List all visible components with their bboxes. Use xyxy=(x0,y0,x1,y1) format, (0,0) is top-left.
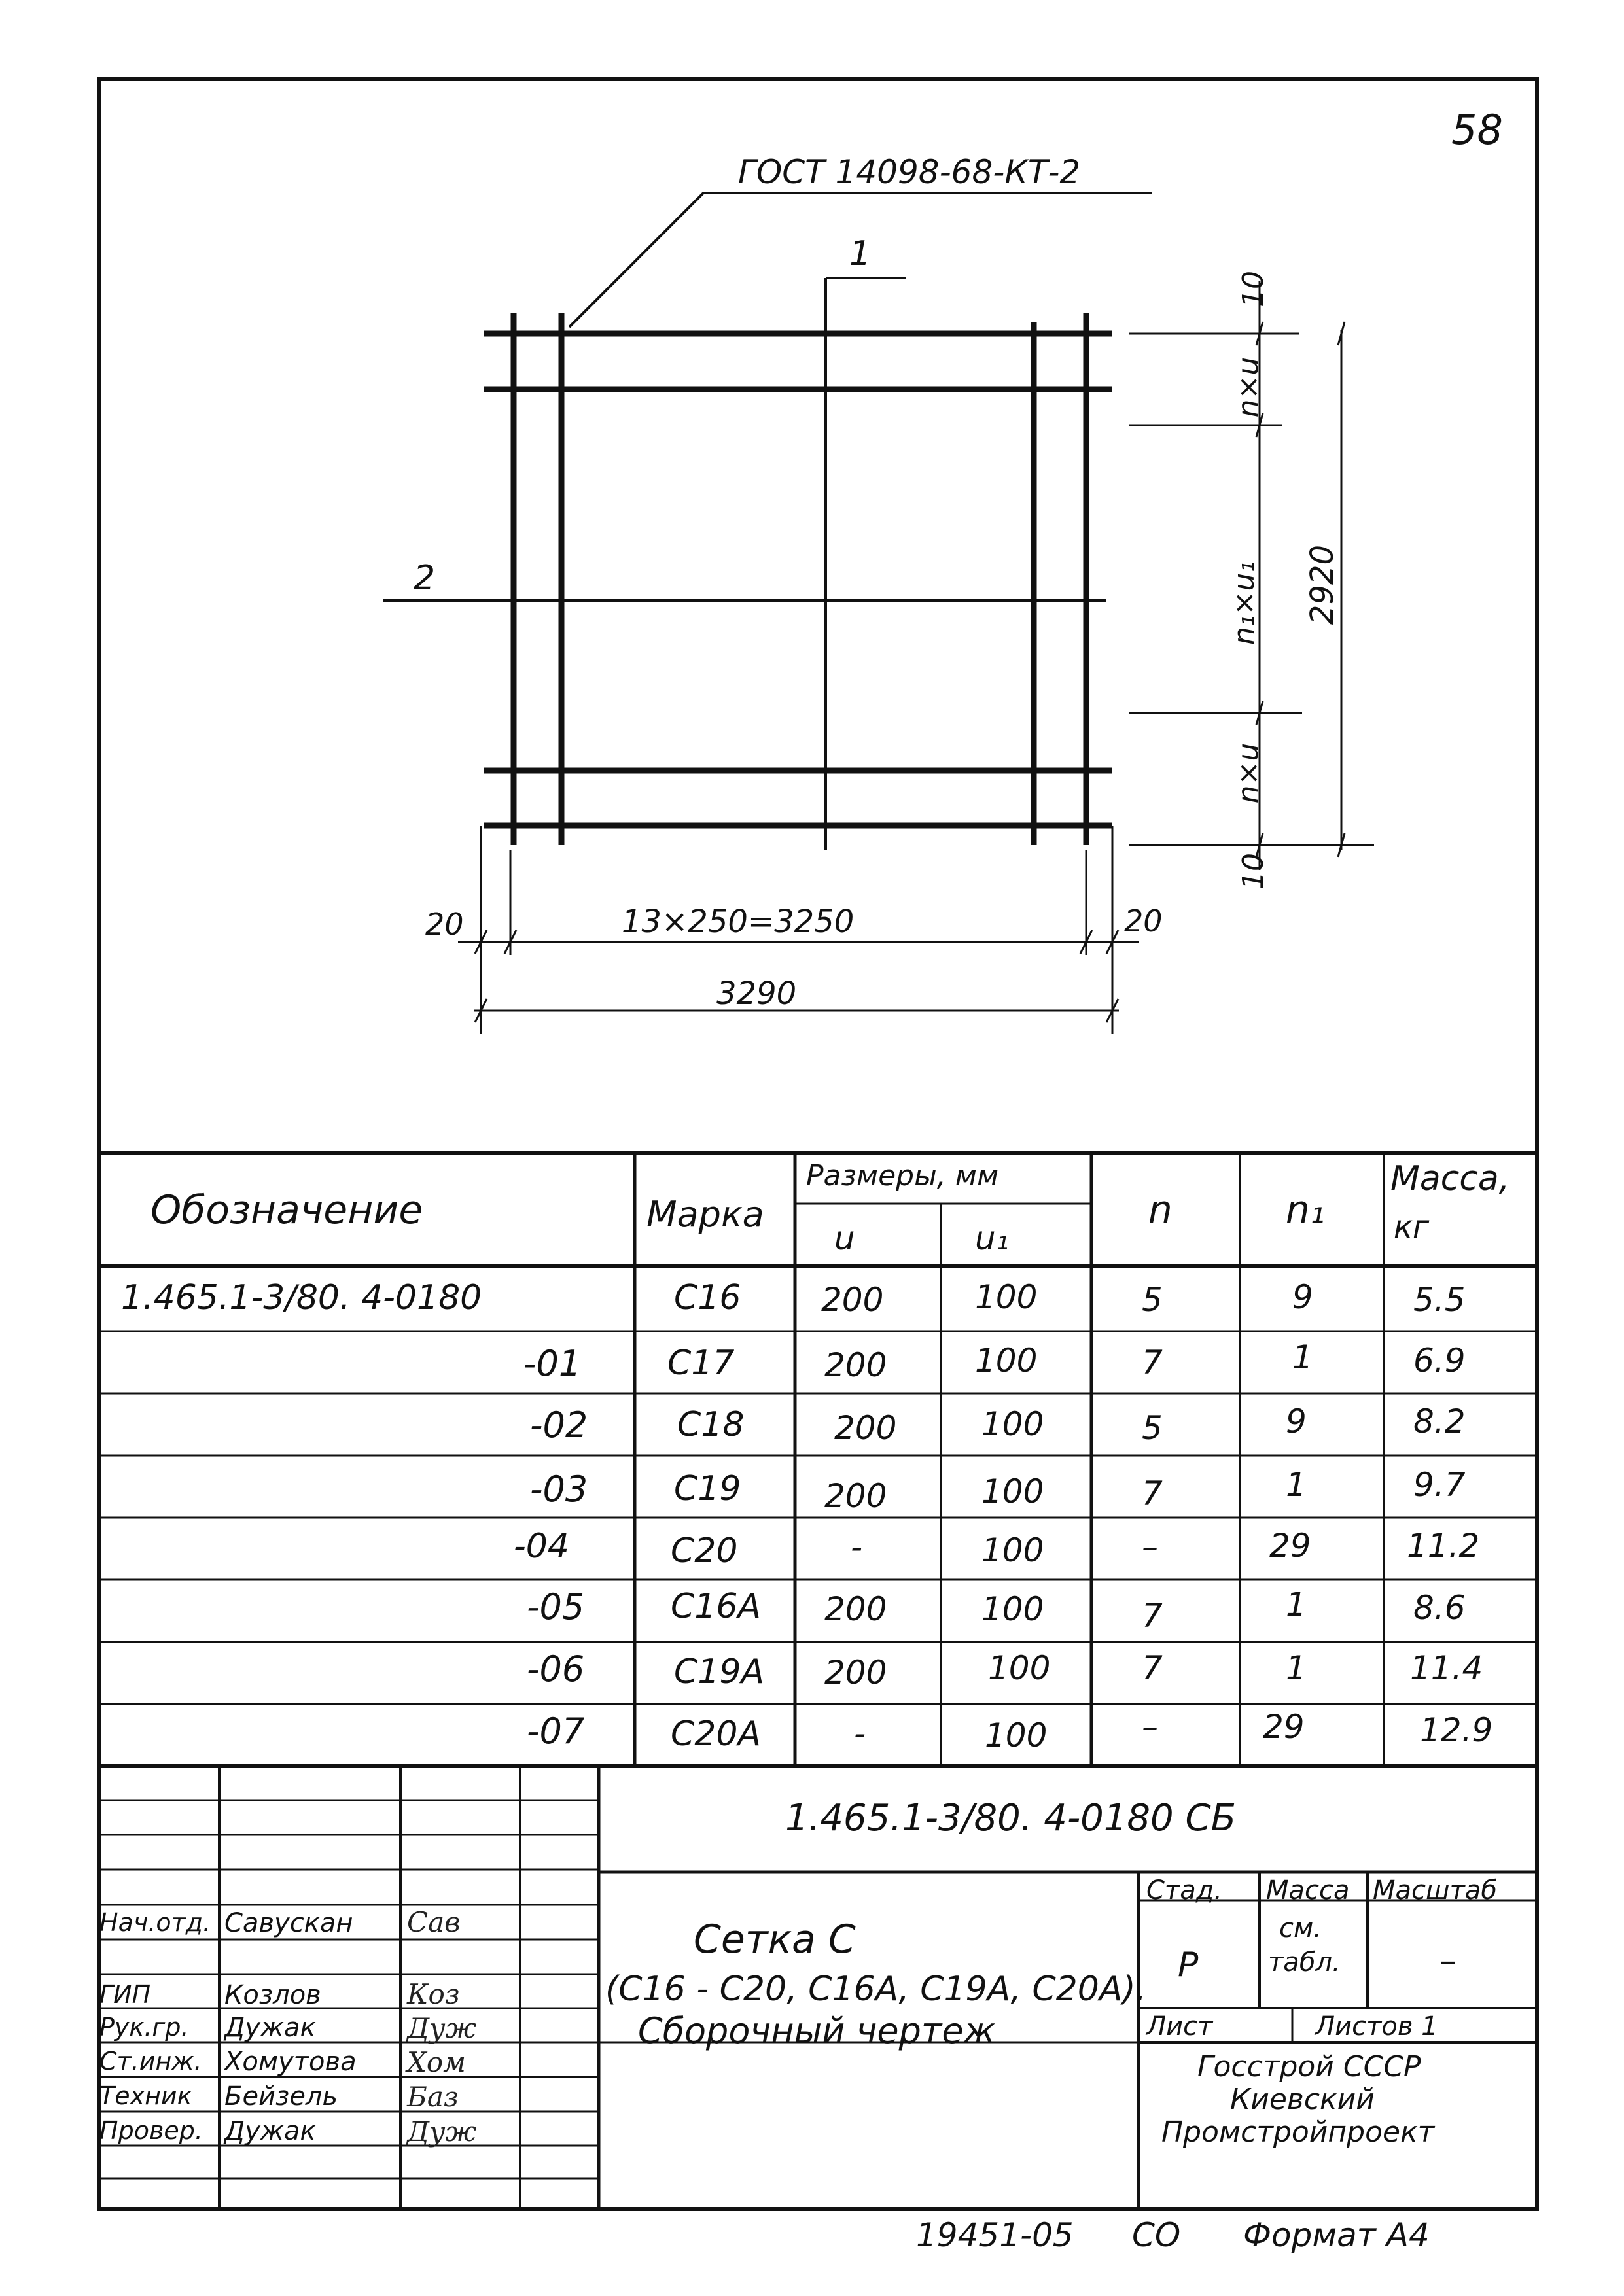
row-n1: 9 xyxy=(1286,1402,1307,1440)
row-n1: 1 xyxy=(1286,1649,1307,1687)
row-designation: 1.465.1-3/80. 4-0180 xyxy=(121,1278,482,1317)
row-n1: 29 xyxy=(1263,1708,1305,1746)
doc-code: 1.465.1-3/80. 4-0180 СБ xyxy=(785,1797,1236,1839)
staff-signature: Баз xyxy=(407,2081,459,2113)
row-designation: -03 xyxy=(530,1469,588,1510)
dim-right: 20 xyxy=(1124,903,1163,939)
row-u1: 100 xyxy=(988,1649,1051,1687)
row-u1: 100 xyxy=(975,1342,1038,1380)
staff-role: Ст.инж. xyxy=(99,2047,202,2076)
row-mass: 12.9 xyxy=(1420,1711,1493,1749)
sheet-label: Лист xyxy=(1146,2011,1213,2042)
stage-value: Р xyxy=(1178,1945,1199,1985)
row-mark: С16 xyxy=(674,1278,741,1317)
dim-bottom: 10 xyxy=(1237,853,1270,890)
row-n: 7 xyxy=(1142,1597,1163,1635)
row-u: 200 xyxy=(824,1590,887,1628)
staff-name: Савускан xyxy=(224,1908,353,1938)
header-n: n xyxy=(1148,1187,1173,1232)
row-n: – xyxy=(1142,1708,1158,1746)
org-line-2: Киевский xyxy=(1230,2083,1375,2116)
staff-role: Нач.отд. xyxy=(99,1908,211,1937)
header-designation: Обозначение xyxy=(150,1187,423,1233)
org-line-1: Госстрой СССР xyxy=(1197,2050,1421,2083)
row-mass: 11.4 xyxy=(1410,1649,1483,1687)
row-mass: 5.5 xyxy=(1413,1281,1466,1319)
mass-value-2: табл. xyxy=(1268,1947,1341,1977)
row-mark: С19А xyxy=(674,1652,765,1692)
row-n1: 1 xyxy=(1286,1466,1307,1504)
row-designation: -05 xyxy=(527,1586,585,1627)
dim-left: 20 xyxy=(425,907,464,942)
staff-name: Козлов xyxy=(224,1980,321,2010)
row-n: – xyxy=(1142,1528,1158,1566)
footer-format: Формат А4 xyxy=(1243,2216,1430,2254)
row-mass: 11.2 xyxy=(1407,1527,1480,1565)
callout-1: 1 xyxy=(849,234,872,273)
row-mark: С18 xyxy=(677,1405,745,1444)
row-n: 7 xyxy=(1142,1344,1163,1382)
stage-label: Стад. xyxy=(1146,1875,1223,1905)
header-u1: u₁ xyxy=(975,1219,1009,1257)
org-line-3: Промстройпроект xyxy=(1161,2115,1435,2149)
row-u1: 100 xyxy=(981,1472,1044,1510)
title-line-3: Сборочный чертеж xyxy=(638,2010,996,2051)
dim-top: 10 xyxy=(1237,271,1270,307)
header-mark: Марка xyxy=(646,1194,764,1235)
row-mark: С17 xyxy=(667,1344,735,1383)
row-mass: 9.7 xyxy=(1413,1466,1466,1504)
row-mark: С19 xyxy=(674,1469,741,1508)
row-designation: -02 xyxy=(530,1404,588,1446)
staff-signature: Коз xyxy=(407,1978,460,2010)
title-line-2: (С16 - С20, С16А, С19А, С20А). xyxy=(605,1970,1147,2009)
header-mass-unit: кг xyxy=(1394,1209,1430,1245)
dim-nxu-top: n×u xyxy=(1231,357,1265,418)
row-n1: 29 xyxy=(1269,1527,1311,1565)
title-line-1: Сетка С xyxy=(694,1917,856,1962)
row-n1: 1 xyxy=(1286,1586,1307,1624)
row-designation: -01 xyxy=(523,1343,582,1384)
row-mark: С20А xyxy=(671,1714,762,1754)
row-u: - xyxy=(854,1714,866,1752)
row-u: - xyxy=(851,1528,863,1566)
scale-label: Масштаб xyxy=(1373,1875,1498,1905)
row-designation: -06 xyxy=(527,1648,585,1690)
gost-label: ГОСТ 14098-68-КТ-2 xyxy=(738,153,1081,191)
row-u: 200 xyxy=(824,1346,887,1384)
header-u: u xyxy=(834,1219,855,1257)
dim-width: 3290 xyxy=(716,975,797,1012)
row-designation: -04 xyxy=(514,1527,569,1566)
staff-signature: Сав xyxy=(407,1906,461,1938)
staff-name: Дужак xyxy=(224,2116,316,2146)
row-n: 5 xyxy=(1142,1281,1163,1319)
header-mass: Масса, xyxy=(1390,1159,1510,1198)
row-u: 200 xyxy=(834,1409,897,1447)
row-u: 200 xyxy=(821,1281,884,1319)
row-u: 200 xyxy=(824,1654,887,1692)
row-u1: 100 xyxy=(981,1590,1044,1628)
sheets-label: Листов 1 xyxy=(1315,2011,1438,2042)
staff-signature: Хом xyxy=(407,2046,467,2078)
callout-2: 2 xyxy=(414,559,436,598)
row-mass: 6.9 xyxy=(1413,1342,1466,1380)
row-n1: 9 xyxy=(1292,1278,1313,1316)
dim-height: 2920 xyxy=(1304,544,1341,625)
row-u1: 100 xyxy=(981,1405,1044,1443)
sheet-number: 58 xyxy=(1451,106,1503,154)
row-mass: 8.2 xyxy=(1413,1402,1466,1440)
footer-copy: СО xyxy=(1132,2216,1181,2254)
row-designation: -07 xyxy=(527,1711,585,1752)
dim-span: 13×250=3250 xyxy=(622,903,855,940)
row-n: 7 xyxy=(1142,1474,1163,1512)
dim-nxu-bottom: n×u xyxy=(1231,742,1265,804)
staff-role: Техник xyxy=(99,2081,192,2110)
header-sizes: Размеры, мм xyxy=(806,1159,999,1192)
mass-label: Масса xyxy=(1266,1875,1350,1905)
row-n1: 1 xyxy=(1292,1338,1313,1376)
mass-value-1: см. xyxy=(1279,1913,1322,1943)
staff-signature: Дуж xyxy=(407,2012,477,2044)
footer-inventory: 19451-05 xyxy=(916,2216,1074,2254)
row-mark: С16А xyxy=(671,1587,762,1626)
staff-role: Провер. xyxy=(99,2116,203,2145)
dim-n1xu1: n₁×u₁ xyxy=(1227,561,1261,645)
staff-name: Хомутова xyxy=(224,2047,357,2077)
row-u1: 100 xyxy=(981,1531,1044,1569)
staff-role: Рук.гр. xyxy=(99,2013,189,2042)
staff-name: Дужак xyxy=(224,2013,316,2043)
row-mass: 8.6 xyxy=(1413,1589,1466,1627)
row-n: 5 xyxy=(1142,1409,1163,1447)
row-u: 200 xyxy=(824,1477,887,1515)
row-mark: С20 xyxy=(671,1531,738,1571)
staff-role: ГИП xyxy=(99,1980,151,2009)
scale-value: – xyxy=(1439,1941,1456,1981)
header-n1: n₁ xyxy=(1286,1187,1326,1232)
row-u1: 100 xyxy=(975,1278,1038,1316)
staff-signature: Дуж xyxy=(407,2115,477,2148)
row-u1: 100 xyxy=(985,1716,1048,1754)
row-n: 7 xyxy=(1142,1649,1163,1687)
staff-name: Бейзель xyxy=(224,2081,338,2112)
